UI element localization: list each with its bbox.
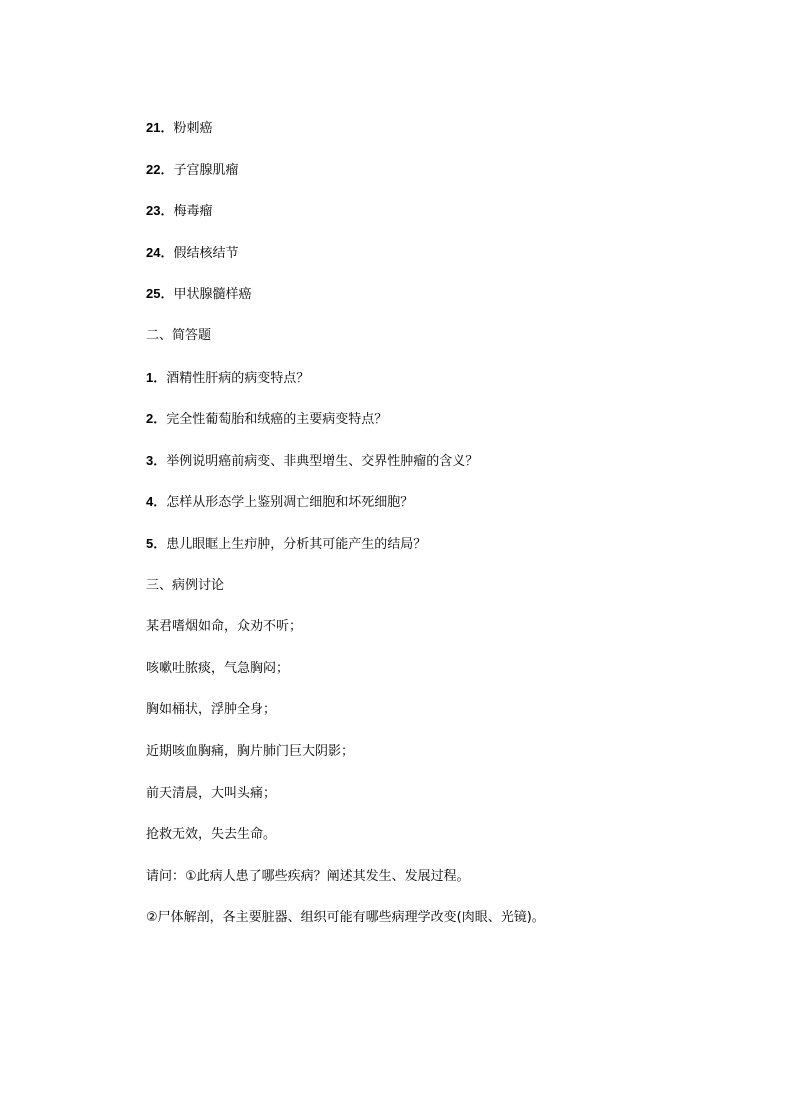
case-line-2: 咳嗽吐脓痰，气急胸闷； [146, 660, 290, 676]
section-two-heading: 二、简答题 [146, 327, 212, 343]
case-line-5: 前天清晨，大叫头痛； [146, 785, 277, 801]
question-number: 4． [146, 494, 167, 510]
item-number: 25． [146, 286, 174, 302]
section-three-heading: 三、病例讨论 [146, 577, 225, 593]
document-body [146, 117, 746, 949]
question-text: 酒精性肝病的病变特点？ [166, 370, 310, 386]
question-4 [146, 491, 746, 533]
question-text: 怎样从形态学上鉴别凋亡细胞和坏死细胞？ [166, 495, 414, 511]
item-text: 假结核结节 [173, 245, 239, 261]
case-line-4: 近期咳血胸痛，胸片肺门巨大阴影； [146, 743, 355, 759]
question-2 [146, 408, 746, 450]
item-number: 24． [146, 244, 174, 260]
item-number: 22． [146, 161, 174, 177]
question-1 [146, 367, 746, 409]
item-text: 梅毒瘤 [173, 204, 213, 220]
item-number: 23． [146, 203, 174, 219]
question-number: 1． [146, 369, 167, 385]
item-text: 甲状腺髓样癌 [173, 287, 252, 303]
question-number: 5． [146, 535, 167, 551]
case-question-1: 请问：①此病人患了哪些疾病？阐述其发生、发展过程。 [146, 868, 470, 884]
case-question-2: ②尸体解剖，各主要脏器、组织可能有哪些病理学改变(肉眼、光镜)。 [146, 910, 545, 926]
question-number: 3． [146, 452, 167, 468]
case-line-1: 某君嗜烟如命，众劝不听； [146, 619, 303, 635]
glossary-item-23 [146, 200, 746, 242]
question-number: 2． [146, 411, 167, 427]
question-5 [146, 533, 746, 575]
glossary-item-24 [146, 242, 746, 284]
glossary-item-25 [146, 283, 746, 325]
question-text: 完全性葡萄胎和绒癌的主要病变特点？ [166, 412, 388, 428]
question-3 [146, 450, 746, 492]
question-text: 患儿眼眶上生疖肿，分析其可能产生的结局？ [166, 536, 427, 552]
case-line-6: 抢救无效，失去生命。 [146, 827, 277, 843]
item-text: 子宫腺肌瘤 [173, 162, 239, 178]
case-line-3: 胸如桶状，浮肿全身； [146, 702, 277, 718]
item-text: 粉刺癌 [173, 121, 213, 136]
item-number: 21． [146, 120, 174, 135]
glossary-item-21 [146, 117, 746, 159]
glossary-item-22 [146, 159, 746, 201]
question-text: 举例说明癌前病变、非典型增生、交界性肿瘤的含义？ [166, 453, 479, 469]
